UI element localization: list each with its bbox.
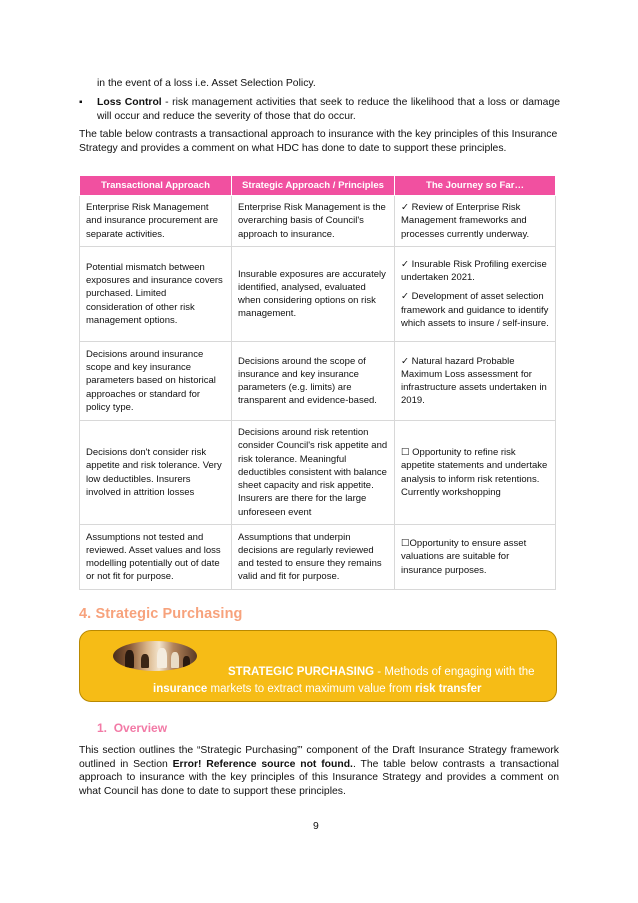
banner-heading: STRATEGIC PURCHASING: [228, 666, 375, 678]
cell-transactional: Decisions don't consider risk appetite and risk tolerance. Very low deductibles. Insurers involved in attrition losses: [80, 421, 232, 525]
cell-journey: [395, 196, 556, 247]
overview-heading: [97, 721, 167, 735]
bullet-text: [97, 96, 560, 123]
section-4-heading: [79, 606, 242, 622]
cell-transactional: Assumptions not tested and reviewed. Asset values and loss modelling potentially out of date or not fit for purpose.: [80, 525, 232, 590]
banner-text-a: - Methods of engaging with the: [374, 666, 535, 678]
table-intro-paragraph: The table below contrasts a transactional approach to insurance with the key principles of this Insurance Strategy and provides a comment on what HDC has done to date to support these principles.: [79, 129, 558, 154]
cell-transactional: Enterprise Risk Management and insurance procurement are separate activities.: [80, 196, 232, 247]
journey-item: ✓ Review of Enterprise Risk Management frameworks and processes currently underway.: [401, 202, 530, 240]
journey-item: ✓ Development of asset selection framework and guidance to identify which assets to insure / self-insure.: [401, 291, 549, 329]
cell-strategic: Decisions around risk retention consider Council's risk appetite and risk tolerance. Meaningful deductibles consistent with balance sheet capacity and risk appetite. Insurers are there for the large unforeseen event: [232, 421, 395, 525]
cell-journey: [395, 247, 556, 342]
journey-item: ✓ Insurable Risk Profiling exercise undertaken 2021.: [401, 258, 547, 284]
journey-item: ☐ Opportunity to refine risk appetite statements and undertake analysis to inform risk retentions. Currently workshopping: [401, 447, 548, 498]
approach-comparison-table: [79, 175, 556, 590]
cell-strategic: Enterprise Risk Management is the overarching basis of Council's approach to insurance.: [232, 196, 395, 247]
banner-text-c: markets to extract maximum value from: [207, 683, 416, 695]
table-header-row: [80, 176, 556, 196]
cell-transactional: Potential mismatch between exposures and insurance covers purchased. Limited consideration of other risk management options.: [80, 247, 232, 342]
cell-strategic: Assumptions that underpin decisions are regularly reviewed and tested to ensure they remains valid and fit for purpose.: [232, 525, 395, 590]
banner-insurance: insurance: [153, 683, 208, 695]
cell-journey: [395, 421, 556, 525]
table-row: [80, 342, 556, 421]
section-4-title: Strategic Purchasing: [95, 606, 243, 622]
cell-journey: [395, 342, 556, 421]
overview-text-a: This section outlines the “Strategic Purchasing”' component of the Draft Insurance Strategy framework outlined in Section: [79, 745, 559, 770]
bullet-term: Loss Control: [97, 97, 162, 108]
chess-pieces-image: [113, 641, 197, 671]
header-journey: The Journey so Far…: [395, 176, 556, 196]
table-row: [80, 247, 556, 342]
banner-line-1: [228, 666, 535, 678]
cell-transactional: Decisions around insurance scope and key insurance parameters based on historical approaches or standard for policy type.: [80, 342, 232, 421]
cell-journey: [395, 525, 556, 590]
section-4-number: 4.: [79, 606, 92, 622]
overview-number: 1.: [97, 721, 108, 735]
strategic-purchasing-banner: [79, 630, 557, 702]
overview-paragraph: [79, 744, 559, 798]
table-row: [80, 196, 556, 247]
header-strategic: Strategic Approach / Principles: [232, 176, 395, 196]
page-number: 9: [313, 821, 319, 832]
banner-risk-transfer: risk transfer: [415, 683, 482, 695]
table-row: [80, 421, 556, 525]
table-row: [80, 525, 556, 590]
banner-line-2: [153, 683, 482, 695]
overview-text-b: . The table below contrasts a transactional approach to insurance with the key principles of this Insurance Strategy and provides a comment on what Council has done to date to support these principles.: [79, 758, 559, 797]
reference-error-text: Error! Reference source not found.: [172, 758, 353, 770]
cell-strategic: Insurable exposures are accurately identified, analysed, evaluated when considering options on risk management.: [232, 247, 395, 342]
journey-item: ✓ Natural hazard Probable Maximum Loss assessment for infrastructure assets undertaken in 2019.: [401, 355, 547, 407]
cell-strategic: Decisions around the scope of insurance and key insurance parameters (e.g. limits) are transparent and evidence-based.: [232, 342, 395, 421]
overview-title: Overview: [113, 721, 168, 735]
bullet-marker: ▪: [79, 97, 83, 108]
header-transactional: Transactional Approach: [80, 176, 232, 196]
journey-item: ☐Opportunity to ensure asset valuations are suitable for insurance purposes.: [401, 538, 527, 576]
continuation-text: in the event of a loss i.e. Asset Selection Policy.: [97, 78, 316, 89]
bullet-description: - risk management activities that seek to reduce the likelihood that a loss or damage will occur and reduce the severity of those that do occur.: [97, 97, 560, 122]
